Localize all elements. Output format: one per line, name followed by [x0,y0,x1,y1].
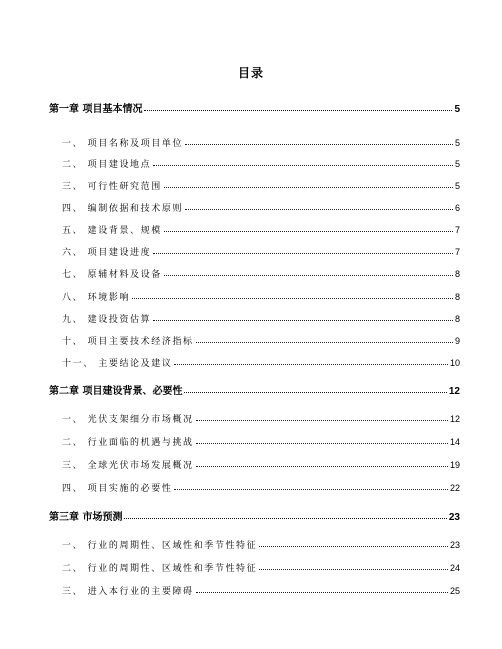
toc-section-1-10[interactable] [62,334,460,347]
dot-leader [132,298,453,299]
toc-section-1-11[interactable] [62,356,460,369]
toc-page-number: 8 [454,314,460,324]
dot-leader [124,518,446,519]
toc-entry-label: 二、 行业的周期性、区域性和季节性特征 [62,564,258,574]
toc-section-2-2[interactable] [62,435,460,448]
toc-chapter-3[interactable] [49,508,460,523]
toc-entry-label: 三、 全球光伏市场发展概况 [62,461,194,471]
toc-page-number: 23 [449,540,460,550]
toc-entry-label: 第二章 项目建设背景、必要性 [49,386,183,397]
toc-page-number: 14 [449,437,460,447]
toc-section-2-4[interactable] [62,481,460,494]
toc-page-number: 5 [454,181,460,191]
dot-leader [196,342,453,343]
dot-leader [184,392,446,393]
toc-section-3-3[interactable] [62,584,460,597]
toc-section-1-8[interactable] [62,290,460,303]
toc-page-number: 8 [454,292,460,302]
dot-leader [153,320,453,321]
dot-leader [196,443,448,444]
toc-section-1-6[interactable] [62,245,460,258]
dot-leader [153,253,453,254]
toc-section-1-1[interactable] [62,136,460,149]
toc-entry-label: 四、 编制依据和技术原则 [62,204,184,214]
dot-leader [144,110,452,111]
toc-page-number: 5 [454,138,460,148]
dot-leader [185,144,453,145]
toc-section-3-2[interactable] [62,561,460,574]
toc-chapter-1[interactable] [49,100,460,115]
toc-entry-label: 十一、 主要结论及建议 [62,359,173,369]
toc-section-2-3[interactable] [62,458,460,471]
toc-page-number: 23 [448,512,460,523]
toc-section-1-4[interactable] [62,201,460,214]
dot-leader [196,466,448,467]
toc-entry-label: 九、 建设投资估算 [62,315,152,325]
dot-leader [164,231,453,232]
toc-section-1-3[interactable] [62,179,460,192]
toc-section-1-5[interactable] [62,223,460,236]
toc-page-number: 5 [454,104,460,115]
toc-page-number: 7 [454,225,460,235]
toc-entry-label: 第三章 市场预测 [49,512,123,523]
toc-page-number: 25 [449,586,460,596]
toc-page-number: 9 [454,336,460,346]
toc-entry-label: 三、 可行性研究范围 [62,182,162,192]
toc-entry-label: 一、 行业的周期性、区域性和季节性特征 [62,541,258,551]
dot-leader [164,275,453,276]
toc-section-2-1[interactable] [62,412,460,425]
toc-page-number: 22 [449,483,460,493]
toc-page-number: 19 [449,460,460,470]
dot-leader [185,209,453,210]
dot-leader [259,546,448,547]
toc-entry-label: 五、 建设背景、规模 [62,226,162,236]
toc-entry-label: 十、 项目主要技术经济指标 [62,337,194,347]
toc-section-1-2[interactable] [62,157,460,170]
toc-page-number: 6 [454,203,460,213]
dot-leader [259,569,448,570]
toc-page-number: 12 [449,414,460,424]
dot-leader [153,165,453,166]
dot-leader [196,592,448,593]
toc-section-1-9[interactable] [62,312,460,325]
toc-page-number: 24 [449,563,460,573]
toc-entry-label: 二、 项目建设地点 [62,160,152,170]
toc-page-number: 5 [454,159,460,169]
toc-section-1-7[interactable] [62,267,460,280]
toc-entry-label: 七、 原辅材料及设备 [62,270,162,280]
dot-leader [196,420,448,421]
toc-entry-label: 四、 项目实施的必要性 [62,484,173,494]
toc-entry-label: 八、 环境影响 [62,293,131,303]
toc-entry-label: 三、 进入本行业的主要障碍 [62,587,194,597]
toc-page-number: 8 [454,269,460,279]
toc-page-number: 10 [449,358,460,368]
dot-leader [164,187,453,188]
dot-leader [174,489,448,490]
toc-entry-label: 一、 光伏支架细分市场概况 [62,415,194,425]
toc-chapter-2[interactable] [49,382,460,397]
toc-entry-label: 一、 项目名称及项目单位 [62,139,184,149]
toc-entry-label: 第一章 项目基本情况 [49,104,143,115]
toc-entry-label: 六、 项目建设进度 [62,248,152,258]
toc-page-number: 12 [448,386,460,397]
toc-title: 目录 [237,66,264,80]
toc-entry-label: 二、 行业面临的机遇与挑战 [62,438,194,448]
toc-page-number: 7 [454,247,460,257]
toc-section-3-1[interactable] [62,538,460,551]
dot-leader [174,364,448,365]
